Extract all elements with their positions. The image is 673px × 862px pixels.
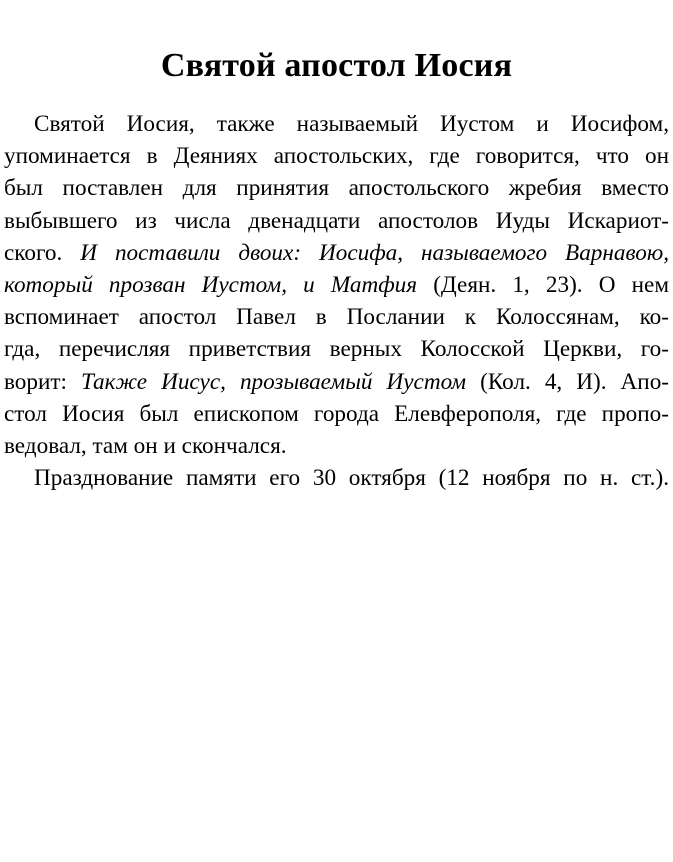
paragraph-2 <box>4 462 669 494</box>
plain-text: ворит: <box>4 368 67 395</box>
paragraph-line: упоминается в Деяниях апостольских, где говорится, что он <box>4 143 669 170</box>
plain-text: ского. <box>4 239 63 266</box>
scripture-quote: Также Иисус, прозываемый Иустом <box>81 368 467 395</box>
paragraph-line: гда, перечисляя приветствия верных Колосской Церкви, го- <box>4 336 669 363</box>
scripture-reference: (Деян. 1, 23). О нем <box>433 272 670 299</box>
paragraph-line <box>4 237 669 269</box>
page-title: Святой апостол Иосия <box>160 47 513 84</box>
scripture-quote: И поставили двоих: Иосифа, называемого Варнавою, <box>80 239 669 266</box>
document-page <box>4 0 669 494</box>
paragraph-line: вспоминает апостол Павел в Послании к Колоссянам, ко- <box>4 304 669 331</box>
paragraph-1 <box>4 108 669 462</box>
scripture-quote: который прозван Иустом, и Матфия <box>4 272 418 299</box>
paragraph-line: Святой Иосия, также называемый Иустом и Иосифом, <box>34 111 669 137</box>
paragraph-line: выбывшего из числа двенадцати апостолов Иуды Искариот- <box>4 207 669 234</box>
paragraph-line: ведовал, там он и скончался. <box>4 433 287 460</box>
paragraph-line: стол Иосия был епископом города Елевферополя, где пропо- <box>4 400 669 427</box>
paragraph-line: Празднование памяти его 30 октября (12 ноября по н. ст.). <box>34 465 669 492</box>
paragraph-line: был поставлен для принятия апостольского жребия вместо <box>4 175 669 202</box>
paragraph-line <box>4 269 669 301</box>
scripture-reference: (Кол. 4, И). Апо- <box>480 368 670 395</box>
paragraph-line <box>4 366 669 398</box>
